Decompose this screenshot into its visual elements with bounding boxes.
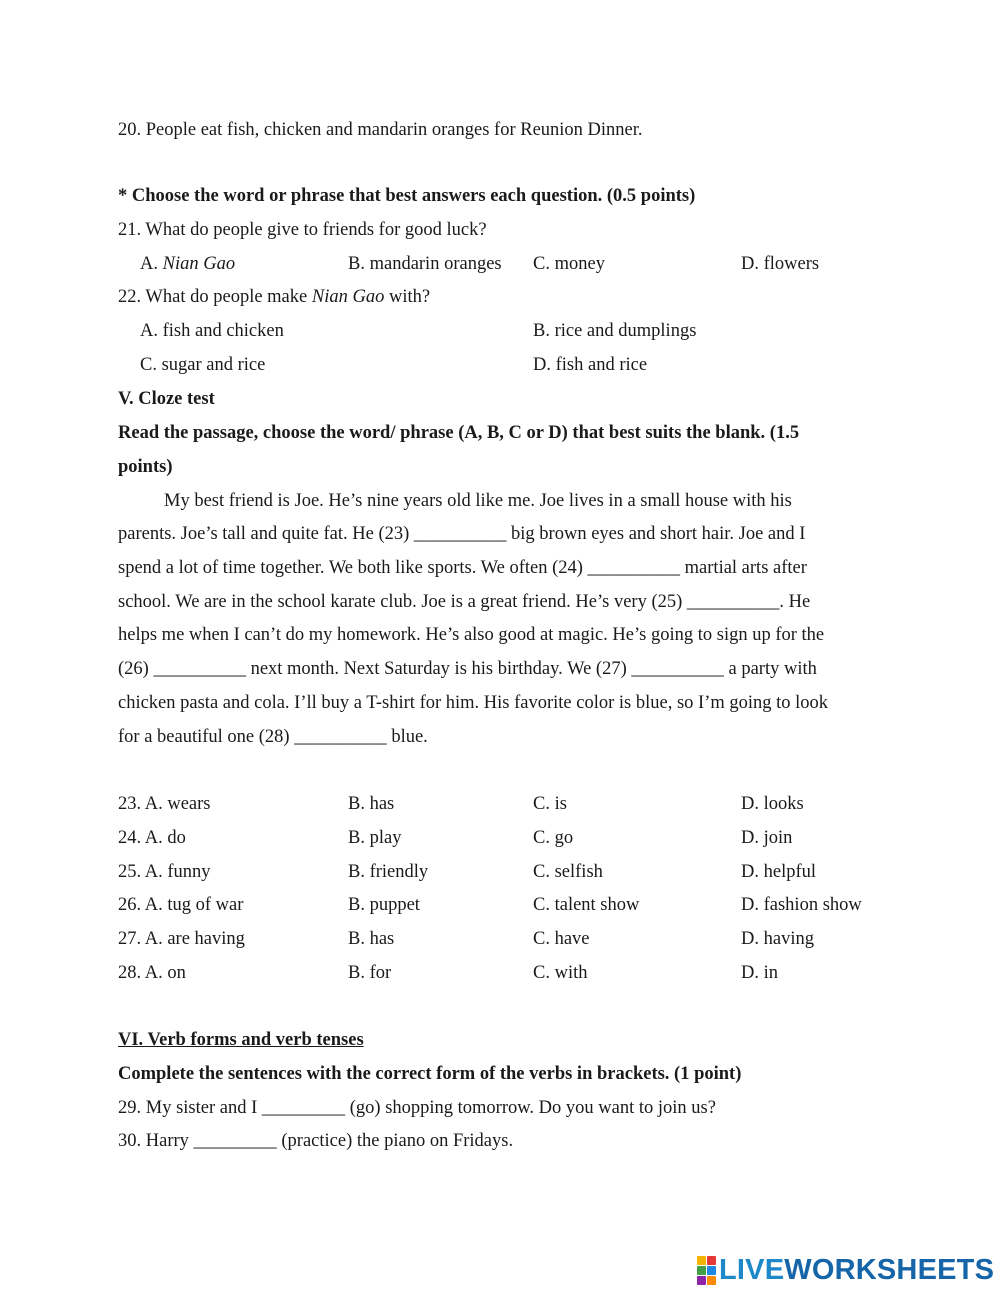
logo-worksheets: WORKSHEETS <box>784 1253 995 1286</box>
answer-27-d: D. having <box>741 929 814 949</box>
passage-line: parents. Joe’s tall and quite fat. He (23) __________ big brown eyes and short hair. Joe and I <box>118 524 806 544</box>
q21-option-b: B. mandarin oranges <box>348 254 502 274</box>
question-22: 22. What do people make Nian Gao with? <box>118 287 431 307</box>
passage-line: helps me when I can’t do my homework. He’s also good at magic. He’s going to sign up for the <box>118 625 825 645</box>
answer-28-b: B. for <box>348 963 392 983</box>
answer-24-c: C. go <box>533 828 574 848</box>
q22-option-a: A. fish and chicken <box>140 321 284 341</box>
choose-heading: * Choose the word or phrase that best answers each question. (0.5 points) <box>118 186 696 206</box>
passage-line: (26) __________ next month. Next Saturday is his birthday. We (27) __________ a party with <box>118 659 817 679</box>
answer-23-a: 23. A. wears <box>118 794 211 814</box>
q22-option-c: C. sugar and rice <box>140 355 266 375</box>
liveworksheets-logo <box>697 1253 994 1287</box>
answer-25-a: 25. A. funny <box>118 862 211 882</box>
q22-option-b: B. rice and dumplings <box>533 321 697 341</box>
answer-27-c: C. have <box>533 929 590 949</box>
answer-28-d: D. in <box>741 963 778 983</box>
question-29: 29. My sister and I _________ (go) shopping tomorrow. Do you want to join us? <box>118 1098 716 1118</box>
cloze-instruction-line-1: Read the passage, choose the word/ phrase (A, B, C or D) that best suits the blank. (1.5 <box>118 423 800 443</box>
answer-25-c: C. selfish <box>533 862 603 882</box>
answer-23-c: C. is <box>533 794 567 814</box>
liveworksheets-logo-icon <box>697 1256 716 1285</box>
answer-26-a: 26. A. tug of war <box>118 895 244 915</box>
q21-option-c: C. money <box>533 254 605 274</box>
verbs-instruction: Complete the sentences with the correct form of the verbs in brackets. (1 point) <box>118 1064 742 1084</box>
passage-line: chicken pasta and cola. I’ll buy a T-shirt for him. His favorite color is blue, so I’m going to look <box>118 693 829 713</box>
question-30: 30. Harry _________ (practice) the piano on Fridays. <box>118 1131 514 1151</box>
answer-27-a: 27. A. are having <box>118 929 245 949</box>
q21-option-a: A. Nian Gao <box>140 254 236 274</box>
passage-line: spend a lot of time together. We both like sports. We often (24) __________ martial arts after <box>118 558 807 578</box>
answer-25-d: D. helpful <box>741 862 817 882</box>
answer-26-c: C. talent show <box>533 895 640 915</box>
question-20: 20. People eat fish, chicken and mandarin oranges for Reunion Dinner. <box>118 120 643 140</box>
answer-24-a: 24. A. do <box>118 828 186 848</box>
answer-24-d: D. join <box>741 828 793 848</box>
answer-27-b: B. has <box>348 929 395 949</box>
cloze-instruction-line-2: points) <box>118 457 173 477</box>
liveworksheets-logo-text <box>719 1254 994 1287</box>
answer-28-a: 28. A. on <box>118 963 186 983</box>
answer-25-b: B. friendly <box>348 862 429 882</box>
answer-23-d: D. looks <box>741 794 804 814</box>
answer-24-b: B. play <box>348 828 402 848</box>
question-21: 21. What do people give to friends for good luck? <box>118 220 487 240</box>
passage-line: for a beautiful one (28) __________ blue. <box>118 727 428 747</box>
answer-28-c: C. with <box>533 963 588 983</box>
verbs-section-title: VI. Verb forms and verb tenses <box>118 1030 364 1050</box>
passage-line: My best friend is Joe. He’s nine years old like me. Joe lives in a small house with his <box>164 491 792 511</box>
answer-23-b: B. has <box>348 794 395 814</box>
logo-live: LIVE <box>719 1253 785 1286</box>
passage-line: school. We are in the school karate club. Joe is a great friend. He’s very (25) __________. He <box>118 592 811 612</box>
q21-option-d: D. flowers <box>741 254 820 274</box>
answer-26-d: D. fashion show <box>741 895 862 915</box>
q22-option-d: D. fish and rice <box>533 355 648 375</box>
cloze-section-title: V. Cloze test <box>118 389 215 409</box>
answer-26-b: B. puppet <box>348 895 420 915</box>
